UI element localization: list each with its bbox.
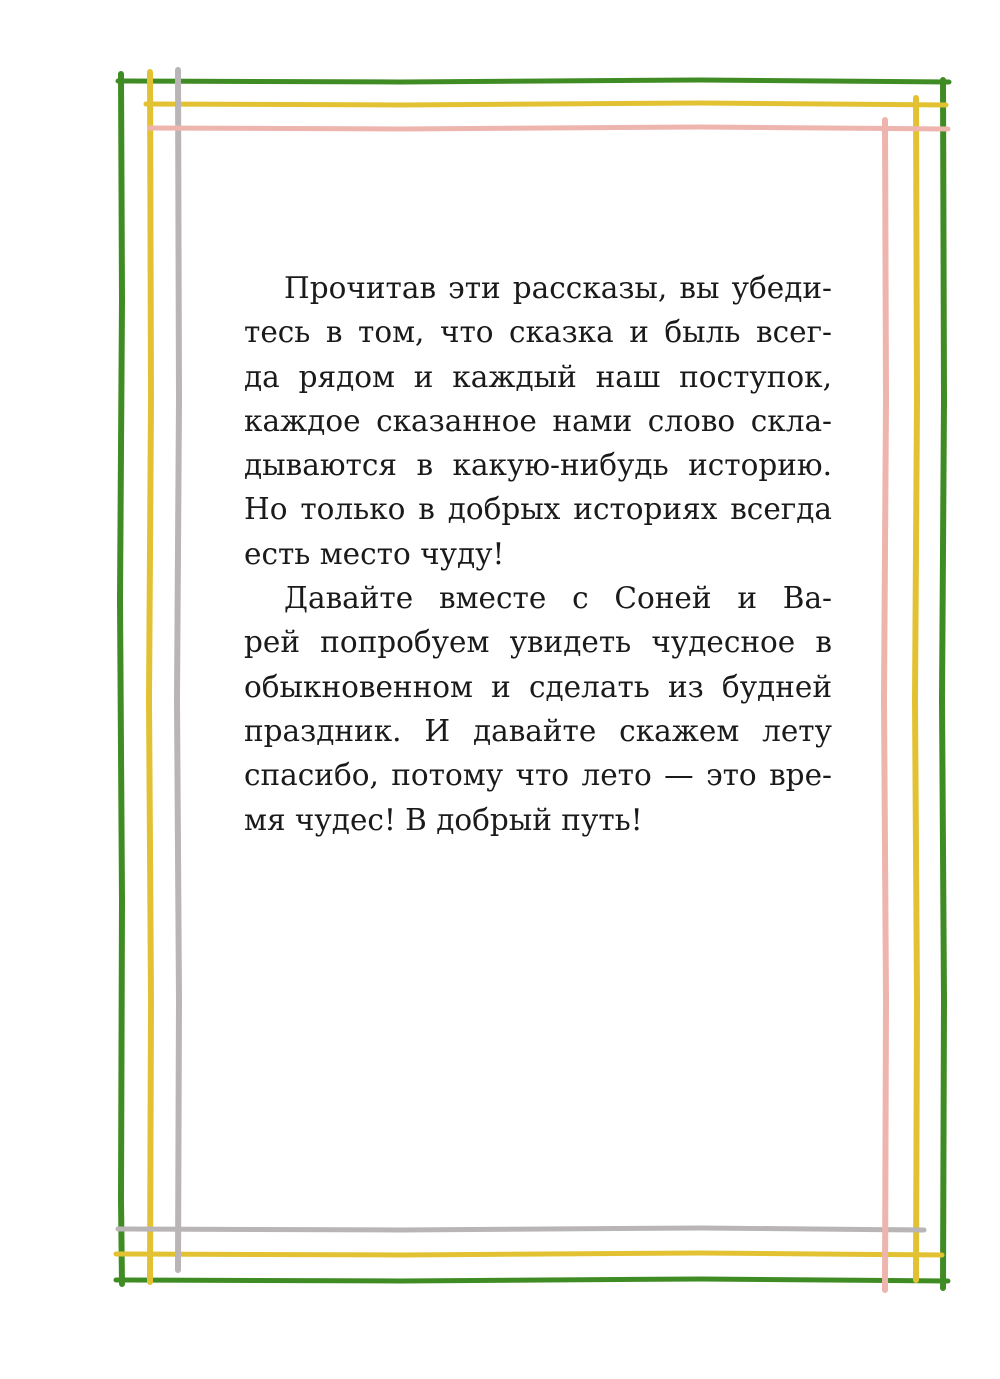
paragraph-1 bbox=[244, 266, 832, 576]
text-line: дываются в какую-нибудь историю. bbox=[244, 448, 832, 483]
text-line: есть место чуду! bbox=[244, 536, 505, 571]
text-line: да рядом и каждый наш поступок, bbox=[244, 359, 832, 394]
frame-yellow-bottom bbox=[116, 1253, 942, 1255]
frame-pink-right bbox=[884, 120, 886, 1290]
frame-gray-left bbox=[177, 70, 179, 1270]
frame-green-top bbox=[118, 80, 949, 82]
frame-green-bottom bbox=[116, 1279, 948, 1281]
frame-gray-bottom bbox=[118, 1228, 924, 1230]
text-line: спасибо, потому что лето — это вре- bbox=[244, 758, 832, 793]
text-line: мя чудес! В добрый путь! bbox=[244, 802, 643, 837]
paragraph-2 bbox=[244, 576, 832, 842]
frame-pink-top bbox=[150, 127, 948, 129]
text-line: Но только в добрых историях всегда bbox=[244, 492, 832, 527]
text-line: каждое сказанное нами слово скла- bbox=[244, 403, 832, 438]
text-line: обыкновенном и сделать из будней bbox=[244, 669, 832, 704]
frame-yellow-left bbox=[149, 72, 151, 1282]
text-line: праздник. И давайте скажем лету bbox=[244, 713, 832, 748]
frame-green-right bbox=[942, 80, 944, 1288]
frame-yellow-top bbox=[146, 103, 946, 105]
text-line: Прочитав эти рассказы, вы убеди- bbox=[284, 271, 832, 305]
frame-green-left bbox=[120, 74, 122, 1284]
frame-yellow-right bbox=[915, 98, 917, 1280]
text-line: тесь в том, что сказка и быль всег- bbox=[244, 315, 832, 350]
text-line: рей попробуем увидеть чудесное в bbox=[244, 625, 832, 660]
body-text bbox=[244, 266, 832, 842]
text-line: Давайте вместе с Соней и Ва- bbox=[284, 581, 832, 616]
